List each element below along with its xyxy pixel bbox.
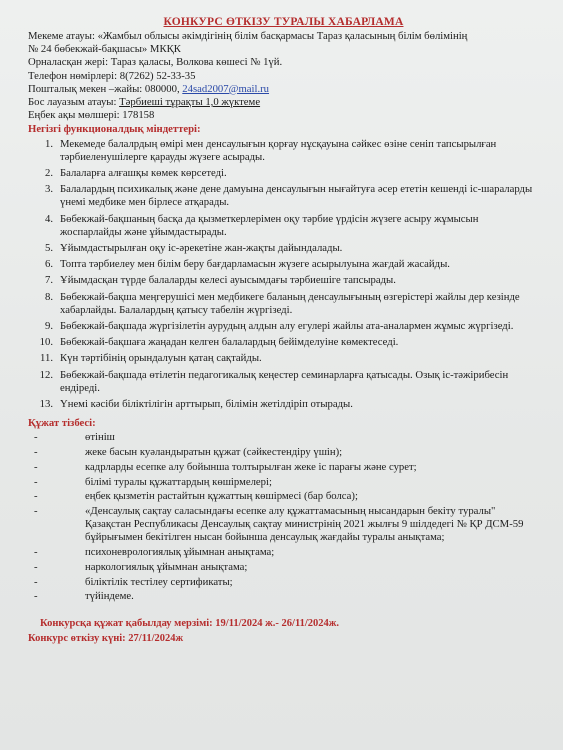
documents-heading: Құжат тізбесі: [28, 417, 96, 430]
duty-number: 10. [39, 336, 53, 349]
document-bullet: - [34, 446, 38, 459]
duty-text: Бөбекжай-бақшаның басқа да қызметкерлерімен оқу тәрбие үрдісін жүзеге асыру жұмысын жоспарлайды және ұйымдастырады. [60, 212, 479, 238]
duty-item [28, 336, 539, 349]
document-text: наркологиялық ұйымнан анықтама; [85, 560, 248, 573]
duty-number: 6. [44, 258, 53, 271]
document-item [28, 561, 539, 574]
duty-number: 9. [44, 320, 53, 333]
contest-date: Конкурс өткізу күні: 27/11/2024ж [28, 632, 184, 644]
duty-item [28, 369, 539, 395]
document-bullet: - [34, 560, 38, 573]
duty-item [28, 352, 539, 365]
duty-item [28, 398, 539, 411]
duty-text: Балалардың психикалық және дене дамуына денсаулығын нығайтуға әсер ететін кешенді іс-шараларды үнемі медбике мен бірлесе атқарады. [60, 183, 533, 209]
postal-line [28, 83, 539, 96]
duty-text: Күн тәртібінің орындалуын қатаң сақтайды. [60, 352, 262, 365]
document-item [28, 446, 539, 459]
duty-number: 5. [44, 242, 53, 255]
document-text: өтініш [85, 431, 115, 444]
duty-number: 7. [44, 274, 53, 287]
document-text: жеке басын куәландыратын құжат (сәйкестендіру үшін); [85, 446, 343, 459]
email-link[interactable]: 24sad2007@mail.ru [182, 82, 270, 95]
postal-label: Пошталық мекен –жайы: 080000, [28, 82, 183, 95]
duty-text: Ұйымдасқан түрде балаларды келесі ауысымдағы тәрбиешіге тапсырады. [60, 274, 396, 287]
org-line-2: № 24 бөбекжай-бақшасы» МКҚК [28, 43, 181, 56]
phone-line: Телефон нөмірлері: 8(7262) 52-33-35 [28, 69, 196, 82]
duty-item [28, 242, 539, 255]
documents-list [28, 431, 539, 603]
document-text: «Денсаулық сақтау саласындағы есепке алу құжаттамасының нысандарын бекіту туралы" Қазақстан Республикасы Денсаулық сақтау министрінің 2021 жылғы 9 шілдедегі № ҚР ДСМ-59 бұйрығымен бекітілген нысан бойынша денсаулық жағдайы туралы анықтама; [85, 505, 524, 544]
document-text: психоневрологиялық ұйымнан анықтама; [85, 546, 275, 559]
document-bullet: - [34, 431, 38, 444]
page-title: КОНКУРС ӨТКІЗУ ТУРАЛЫ ХАБАРЛАМА [163, 16, 404, 28]
duty-number: 3. [44, 183, 53, 196]
document-text: біліктілік тестілеу сертификаты; [85, 575, 233, 588]
duty-number: 13. [39, 398, 53, 411]
salary-line: Еңбек ақы мөлшері: 178158 [28, 109, 155, 122]
document-bullet: - [34, 575, 38, 588]
document-item [28, 505, 539, 545]
duty-item [28, 274, 539, 287]
document-bullet: - [34, 490, 38, 503]
duties-list [28, 138, 539, 412]
documents-deadline: Конкурсқа құжат қабылдау мерзімі: 19/11/2024 ж.- 26/11/2024ж. [40, 618, 340, 630]
duty-number: 11. [40, 352, 53, 365]
document-item [28, 461, 539, 474]
duty-text: Бөбекжай-бақшаға жаңадан келген балалардың бейімделуіне көмектеседі. [60, 336, 399, 349]
document-bullet: - [34, 460, 38, 473]
duty-item [28, 320, 539, 333]
vacancy-line [28, 96, 539, 109]
duty-number: 1. [44, 137, 53, 150]
duty-text: Топта тәрбиелеу мен білім беру бағдарламасын жүзеге асырылуына жағдай жасайды. [60, 258, 450, 271]
duty-number: 4. [44, 212, 53, 225]
duty-number: 12. [39, 368, 53, 381]
duty-number: 8. [44, 290, 53, 303]
duty-item [28, 258, 539, 271]
document-item [28, 590, 539, 603]
document-bullet: - [34, 505, 38, 517]
duty-text: Бөбекжай-бақша меңгерушісі мен медбикеге баланың денсаулығының өзгерістері жайлы дер кезінде хабарлайды. Балалардың қатысу табелін жүргізеді. [60, 290, 520, 316]
document-bullet: - [34, 590, 38, 603]
duty-text: Балаларға алғашқы көмек көрсетеді. [60, 167, 227, 180]
document-text: білімі туралы құжаттардың көшірмелері; [85, 475, 272, 488]
document-bullet: - [34, 546, 38, 559]
duty-item [28, 167, 539, 180]
document-item [28, 490, 539, 503]
duty-text: Үнемі кәсіби біліктілігін арттырып, білімін жетілдіріп отырады. [60, 398, 353, 411]
document-item [28, 576, 539, 589]
document-text: еңбек қызметін растайтын құжаттың көшірмесі (бар болса); [85, 490, 358, 503]
duty-item [28, 291, 539, 317]
duty-text: Мекемеде балалрдың өмірі мен денсаулығын қорғау нұсқауына сәйкес өзіне сеніп тапсырылған тәрбиеленушілерге қарауды жүзеге асырады. [60, 137, 497, 163]
duty-text: Бөбекжай-бақшада жүргізілетін аурудың алдын алу егулері жайлы ата-аналармен жұмыс жүргізеді. [60, 320, 514, 333]
org-line-1: Мекеме атауы: «Жамбыл облысы әкімдігінің білім басқармасы Тараз қаласының білім бөлімінің [28, 30, 468, 42]
document-item [28, 476, 539, 489]
vacancy-value: Тәрбиеші тұрақты 1,0 жүктеме [119, 96, 261, 109]
document-item [28, 431, 539, 444]
duty-text: Ұйымдастырылған оқу іс-әрекетіне жан-жақты дайындалады. [60, 242, 343, 255]
location-line: Орналасқан жері: Тараз қаласы, Волкова көшесі № 1үй. [28, 56, 283, 69]
document-text: кадрларды есепке алу бойынша толтырылған жеке іс парағы және сурет; [85, 460, 417, 473]
document-text: түйіндеме. [85, 590, 134, 603]
duty-item [28, 138, 539, 164]
duty-text: Бөбекжай-бақшада өтілетін педагогикалық кеңестер семинарларға қатысады. Озық іс-тәжірибесін ендіреді. [60, 368, 509, 394]
vacancy-label: Бос лауазым атауы: [28, 96, 120, 109]
duties-heading: Негізгі функционалдық міндеттері: [28, 123, 201, 136]
duty-number: 2. [44, 167, 53, 180]
duty-item [28, 183, 539, 209]
document-item [28, 546, 539, 559]
duty-item [28, 213, 539, 239]
document-bullet: - [34, 475, 38, 488]
